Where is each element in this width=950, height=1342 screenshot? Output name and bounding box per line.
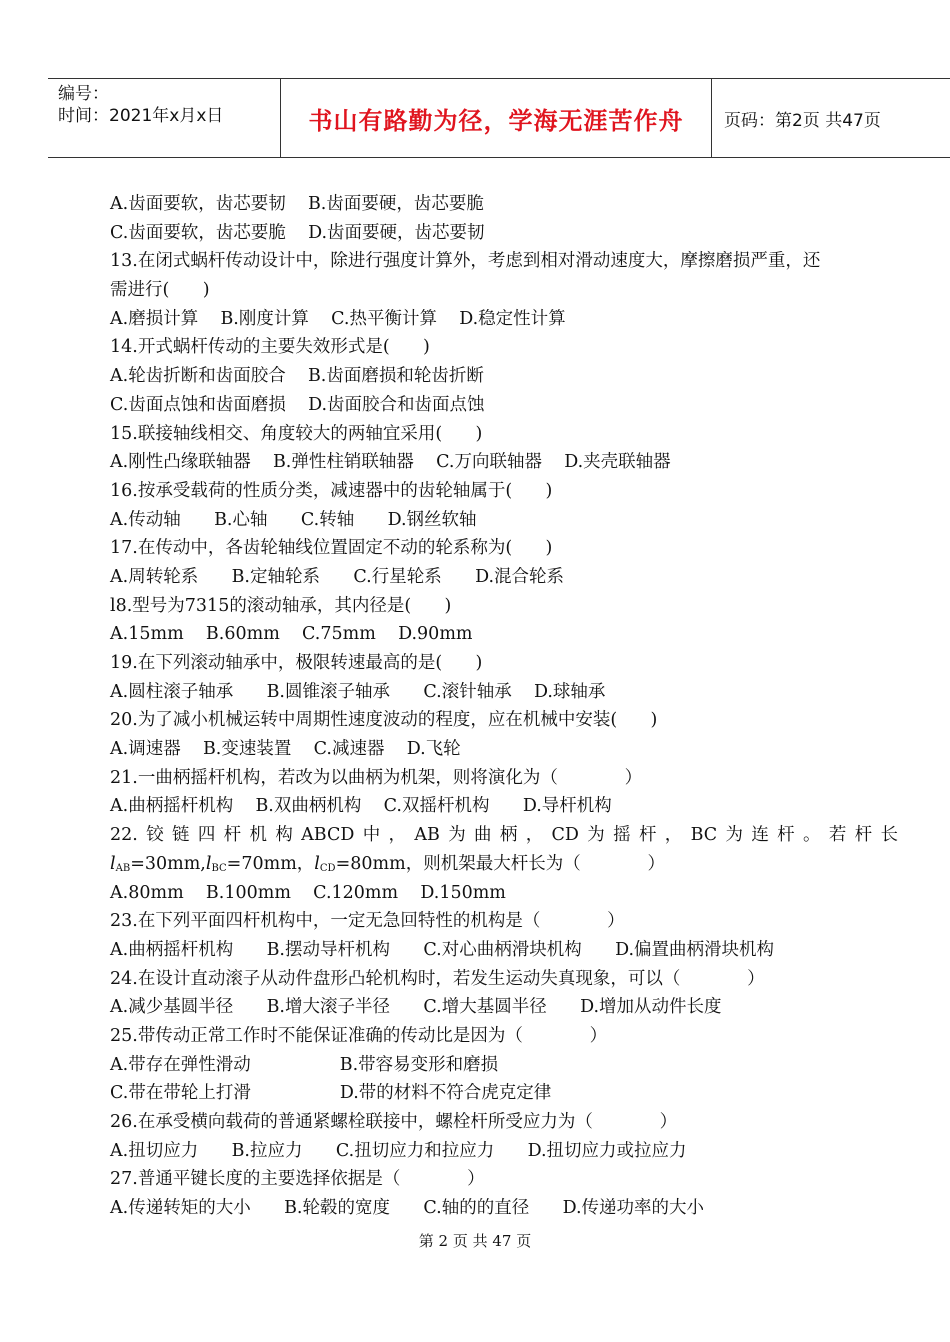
options-line: A.曲柄摇杆机构 B.双曲柄机构 C.双摇杆机构 D.导杆机构: [110, 796, 612, 817]
var-l: l: [205, 853, 212, 874]
document-body: [110, 190, 898, 1223]
options-line: A.传动轴 B.心轴 C.转轴 D.钢丝软轴: [110, 509, 477, 530]
question-line: 23.在下列平面四杆机构中，一定无急回特性的机构是（ ）: [110, 911, 625, 932]
text-line: 需进行( ): [110, 280, 210, 301]
options-line: A.刚性凸缘联轴器 B.弹性柱销联轴器 C.万向联轴器 D.夹壳联轴器: [110, 452, 671, 473]
page-footer: 第 2 页 共 47 页: [418, 1232, 532, 1250]
question-line: 17.在传动中，各齿轮轴线位置固定不动的轮系称为( ): [110, 538, 553, 559]
options-line: A.减少基圆半径 B.增大滚子半径 C.增大基圆半径 D.增加从动件长度: [110, 997, 722, 1018]
options-line: C.齿面点蚀和齿面磨损 D.齿面胶合和齿面点蚀: [110, 394, 485, 415]
page-header: [48, 78, 950, 158]
options-line: A.周转轮系 B.定轴轮系 C.行星轮系 D.混合轮系: [110, 566, 565, 587]
question-line: 27.普通平键长度的主要选择依据是（ ）: [110, 1169, 485, 1190]
sub-cd: CD: [319, 862, 336, 874]
question-line: 26.在承受横向载荷的普通紧螺栓联接中，螺栓杆所受应力为（ ）: [110, 1112, 678, 1132]
val-ab: =30mm,: [130, 853, 206, 874]
options-line: A.传递转矩的大小 B.轮毂的宽度 C.轴的的直径 D.传递功率的大小: [110, 1198, 705, 1219]
question-line: 24.在设计直动滚子从动件盘形凸轮机构时，若发生运动失真现象，可以（ ）: [110, 968, 765, 989]
header-meta: [58, 79, 280, 161]
question-line: 15.联接轴线相交、角度较大的两轴宜采用( ): [110, 423, 483, 444]
question-line: 19.在下列滚动轴承中，极限转速最高的是( ): [110, 653, 483, 673]
text-line: C.齿面要软，齿芯要脆 D.齿面要硬，齿芯要韧: [110, 222, 485, 243]
header-page-label: 页码：第2页 共47页: [724, 110, 881, 131]
question-line: 16.按承受载荷的性质分类，减速器中的齿轮轴属于( ): [110, 480, 553, 501]
var-l: l: [314, 853, 320, 874]
options-line: A.曲柄摇杆机构 B.摆动导杆机构 C.对心曲柄滑块机构 D.偏置曲柄滑块机构: [110, 939, 775, 960]
question-line: l8.型号为7315的滚动轴承，其内径是( ): [110, 595, 452, 616]
options-line: A.轮齿折断和齿面胶合 B.齿面磨损和轮齿折断: [110, 366, 484, 387]
options-line: A.带存在弹性滑动 B.带容易变形和磨损: [110, 1054, 499, 1075]
question-line: 20.为了减小机械运转中周期性速度波动的程度，应在机械中安装( ): [110, 710, 658, 731]
question-line: 22.铰链四杆机构ABCD中，AB为曲柄，CD为摇杆，BC为连杆。若杆长: [110, 825, 898, 846]
doc-number-label: 编号：: [58, 84, 109, 104]
val-bc: =70mm，: [226, 853, 315, 874]
q22-lengths-line: [110, 850, 898, 879]
options-line: C.带在带轮上打滑 D.带的材料不符合虎克定律: [110, 1083, 552, 1104]
sub-ab: AB: [115, 862, 131, 874]
options-line: A.调速器 B.变速装置 C.减速器 D.飞轮: [110, 739, 461, 760]
options-line: A.磨损计算 B.刚度计算 C.热平衡计算 D.稳定性计算: [110, 308, 566, 329]
sub-bc: BC: [211, 862, 227, 874]
options-line: A.扭切应力 B.拉应力 C.扭切应力和拉应力 D.扭切应力或拉应力: [110, 1140, 687, 1161]
var-l: l: [110, 853, 116, 874]
question-line: 21.一曲柄摇杆机构，若改为以曲柄为机架，则将演化为（ ）: [110, 767, 643, 788]
options-line: A.圆柱滚子轴承 B.圆锥滚子轴承 C.滚针轴承 D.球轴承: [110, 681, 606, 702]
text-line: A.齿面要软，齿芯要韧 B.齿面要硬，齿芯要脆: [110, 194, 484, 214]
options-line: A.80mm B.100mm C.120mm D.150mm: [110, 882, 506, 903]
options-line: A.15mm B.60mm C.75mm D.90mm: [110, 624, 473, 645]
question-line: 13.在闭式蜗杆传动设计中，除进行强度计算外，考虑到相对滑动速度大，摩擦磨损严重，还: [110, 251, 821, 272]
question-line: 25.带传动正常工作时不能保证准确的传动比是因为（ ）: [110, 1025, 608, 1046]
question-line: 14.开式蜗杆传动的主要失效形式是( ): [110, 337, 430, 358]
val-cd: =80mm，则机架最大杆长为（ ）: [335, 853, 665, 874]
doc-time-label: 时间：2021年x月x日: [58, 106, 224, 126]
header-motto: 书山有路勤为径，学海无涯苦作舟: [280, 79, 712, 157]
